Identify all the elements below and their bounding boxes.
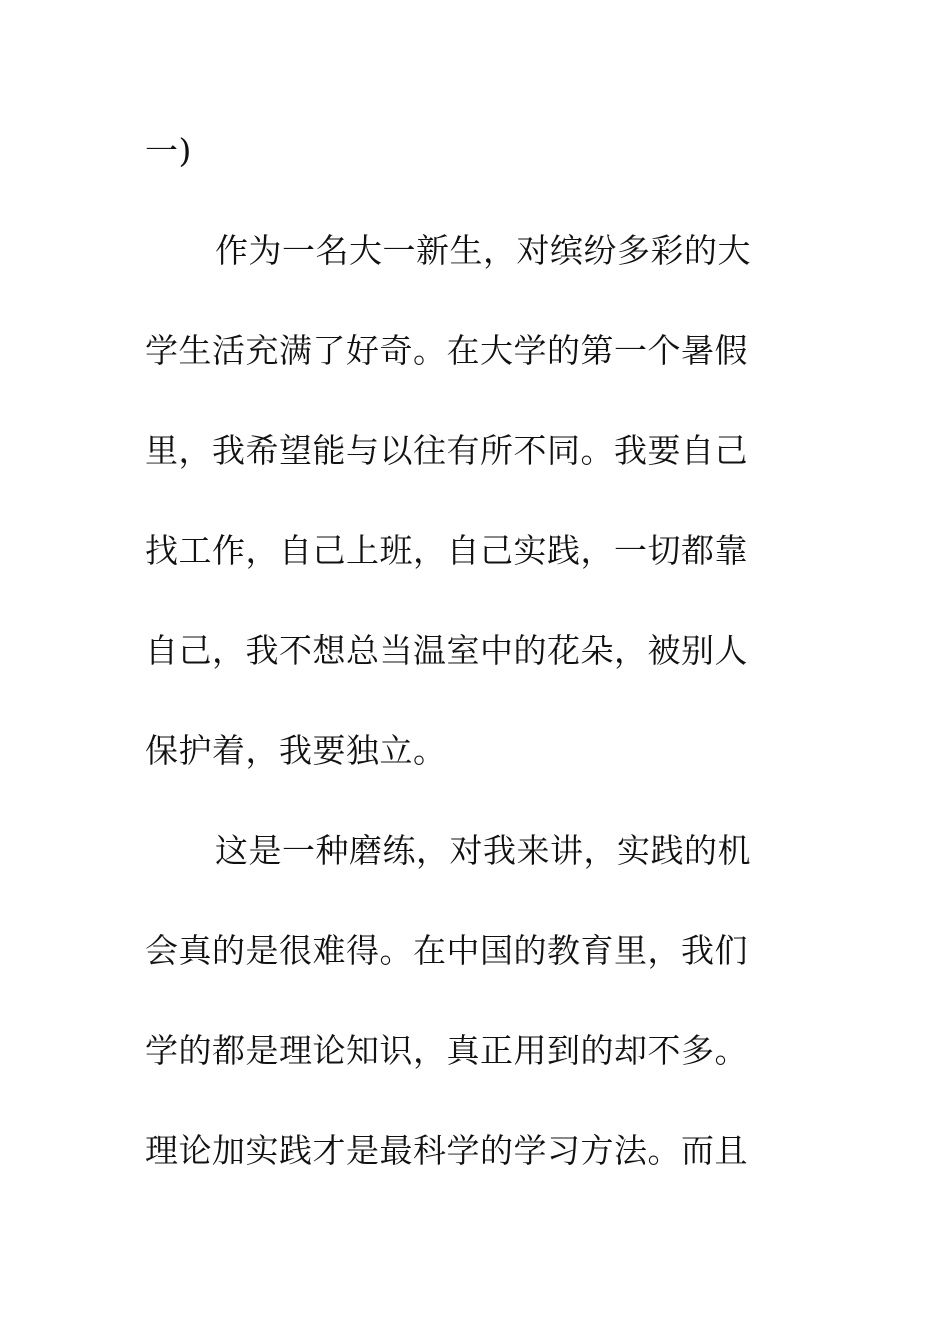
text-line: 学的都是理论知识，真正用到的却不多。 [145, 1031, 748, 1070]
text-line: 一) [145, 131, 192, 170]
text-line: 自己，我不想总当温室中的花朵，被别人 [145, 631, 748, 670]
paragraph-first-line: 这是一种磨练，对我来讲，实践的机 [215, 831, 751, 870]
paragraph-first-line: 作为一名大一新生，对缤纷多彩的大 [215, 231, 751, 270]
text-line: 学生活充满了好奇。在大学的第一个暑假 [145, 331, 748, 370]
text-line: 里，我希望能与以往有所不同。我要自己 [145, 431, 748, 470]
text-line: 理论加实践才是最科学的学习方法。而且 [145, 1131, 748, 1170]
text-line: 保护着，我要独立。 [145, 731, 447, 770]
text-line: 找工作，自己上班，自己实践，一切都靠 [145, 531, 748, 570]
text-line: 会真的是很难得。在中国的教育里，我们 [145, 931, 748, 970]
